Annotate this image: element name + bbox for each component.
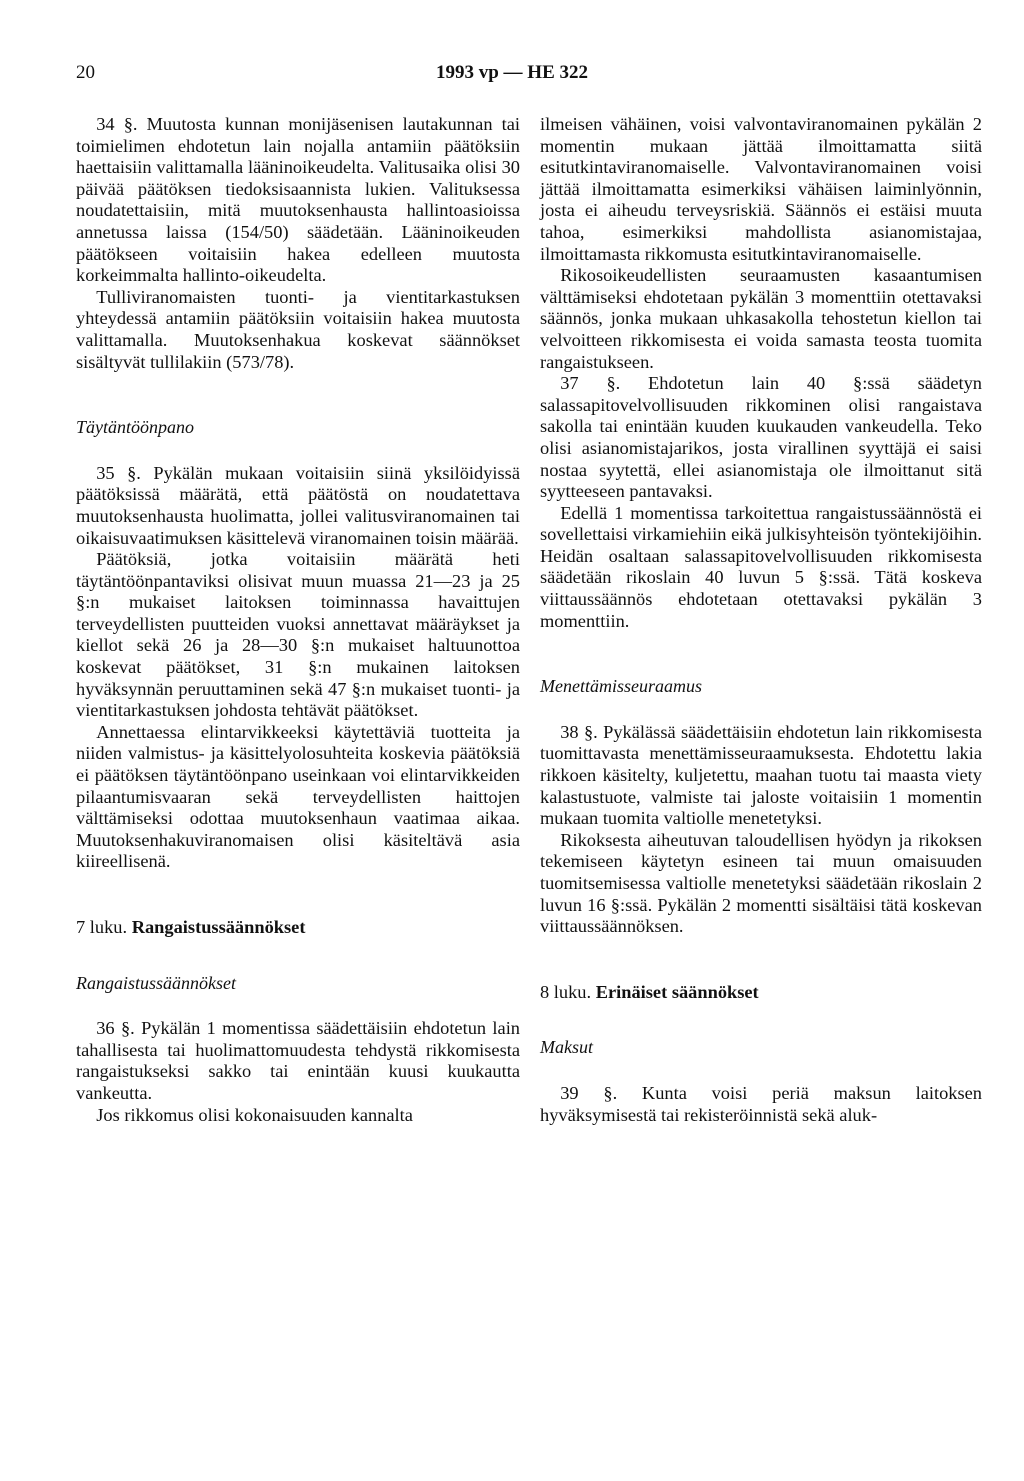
running-head: 1993 vp — HE 322 <box>435 62 589 83</box>
paragraph-36-continuation: ilmeisen vähäinen, voisi valvontaviranomainen pykälän 2 momentin mukaan jättää ilmoittamatta siitä esitutkintaviranomaiselle. Valvontaviranomainen voisi jättää ilmoittamatta esimerkiksi vähäisen laiminlyönnin, josta ei aiheudu terveysriskiä. Säännös ei estäisi muuta tahoa, esimerkiksi mahdollista asianomistajaa, ilmoittamasta rikkomusta esitutkintaviranomaiselle. <box>540 114 982 264</box>
paragraph-38-forfeiture: Rikoksesta aiheutuvan taloudellisen hyödyn ja rikoksen tekemiseen käytetyn esineen tai muun omaisuuden tuomitsemisessa valtiolle menetetyksi säädetään rikoslain 2 luvun 16 §:ssä. Pykälän 2 momentti sisältäisi tätä koskevan viittaussäännöksen. <box>540 829 982 937</box>
page-number: 20 <box>76 62 95 83</box>
paragraph-35-decisions: Päätöksiä, jotka voitaisiin määrätä heti täytäntöönpantaviksi olisivat muun muassa 21—23 ja 25 §:n mukaiset laitoksen toiminnassa havaittujen terveydellisten puutteiden vuoksi annettavat määräykset ja kiellot sekä 26 ja 28—30 §:n mukaiset haltuunottoa koskevat päätökset, 31 §:n mukainen laitoksen hyväksynnän peruuttaminen sekä 47 §:n mukaiset tuonti- ja vientitarkastuksen johdosta tehtävät päätökset. <box>76 549 520 721</box>
paragraph-37: 37 §. Ehdotetun lain 40 §:ssä säädetyn salassapitovelvollisuuden rikkominen olisi rangaistava sakolla tai enintään kuuden kuukauden vankeudella. Teko olisi asianomistajarikos, josta virallinen syyttäjä ei saisi nostaa syytettä, ellei asianomistaja ole ilmoittanut sitä syytteeseen pantavaksi. <box>540 373 982 502</box>
paragraph-37-officials: Edellä 1 momentissa tarkoitettua rangaistussäännöstä ei sovellettaisi virkamiehiin eikä julkisyhteisön työntekijöihin. Heidän osaltaan salassapitovelvollisuuden rikkomisesta säädetään rikoslain 40 luvun 5 §:ssä. Tätä koskeva viittaussäännös ehdotetaan otettavaksi pykälän 3 momenttiin. <box>540 502 982 631</box>
paragraph-36: 36 §. Pykälän 1 momentissa säädettäisiin ehdotetun lain tahallisesta tai huolimattomuudesta tehdystä rikkomisesta rangaistukseksi sakko tai enintään kuusi kuukautta vankeutta. <box>76 1018 520 1103</box>
chapter-8-heading <box>540 982 982 1004</box>
paragraph-38: 38 §. Pykälässä säädettäisiin ehdotetun lain rikkomisesta tuomittavasta menettämisseuraamuksesta. Ehdotettu lakia rikkoen käsitelty, kuljetettu, maahan tuotu tai maasta viety kalastustuote, valmiste tai jaloste voitaisiin 1 momentin mukaan tuomita valtiolle menetetyksi. <box>540 721 982 829</box>
chapter-7-title: Rangaistussäännökset <box>131 917 306 937</box>
subheading-taytantoonpano: Täytäntöönpano <box>76 417 195 438</box>
chapter-8-title: Erinäiset säännökset <box>595 981 759 1002</box>
right-column <box>540 114 982 1126</box>
paragraph-39: 39 §. Kunta voisi periä maksun laitoksen hyväksymisestä tai rekisteröinnistä sekä aluk- <box>540 1082 982 1125</box>
paragraph-36-cumulation: Rikosoikeudellisten seuraamusten kasaantumisen välttämiseksi ehdotetaan pykälän 3 momenttiin otettavaksi säännös, jonka mukaan uhkasakolla tehostetun kiellon tai velvoitteen rikkomisesta ei voida samasta teosta tuomita rangaistukseen. <box>540 265 982 372</box>
chapter-7-number: 7 luku. <box>76 917 128 937</box>
subheading-maksut: Maksut <box>540 1037 593 1058</box>
paragraph-35-food: Annettaessa elintarvikkeeksi käytettäviä tuotteita ja niiden valmistus- ja käsittelyolosuhteita koskevia päätöksiä ei päätöksen täytäntöönpano useinkaan voi elintarvikkeiden pilaantumisvaaran sekä terveydellisten haittojen välttämiseksi odottaa muutoksenhaun vaatimaa aikaa. Muutoksenhakuviranomaisen olisi käsiteltävä asia kiireellisenä. <box>76 721 520 872</box>
paragraph-36-continued: Jos rikkomus olisi kokonaisuuden kannalta <box>96 1104 413 1125</box>
subheading-menettamisseuraamus: Menettämisseuraamus <box>540 676 702 697</box>
chapter-8-number: 8 luku. <box>540 981 592 1002</box>
left-column <box>76 114 520 1126</box>
chapter-7-heading <box>76 917 520 939</box>
paragraph-34-customs: Tulliviranomaisten tuonti- ja vientitarkastuksen yhteydessä antamiin päätöksiin voitaisiin hakea muutosta valittamalla. Muutoksenhakua koskevat säännökset sisältyvät tullilakiin (573/78). <box>76 286 520 372</box>
paragraph-34: 34 §. Muutosta kunnan monijäsenisen lautakunnan tai toimielimen ehdotetun lain nojalla antamiin päätöksiin haettaisiin valittamalla lääninoikeudelta. Valitusaika olisi 30 päivää päätöksen tiedoksisaannista lukien. Valituksessa noudatettaisiin, mitä muutoksenhausta hallintoasioissa annetussa laissa (154/50) säädetään. Lääninoikeuden päätökseen voitaisiin hakea edelleen muutosta korkeimmalta hallinto-oikeudelta. <box>76 114 520 286</box>
paragraph-35: 35 §. Pykälän mukaan voitaisiin siinä yksilöidyissä päätöksissä määrätä, että päätöstä on noudatettava muutoksenhausta huolimatta, jollei valitusviranomainen tai oikaisuvaatimuksen käsittelevä viranomainen toisin määrää. <box>76 462 520 548</box>
page-header <box>0 62 1024 92</box>
subheading-rangaistussaannokset: Rangaistussäännökset <box>76 972 236 993</box>
